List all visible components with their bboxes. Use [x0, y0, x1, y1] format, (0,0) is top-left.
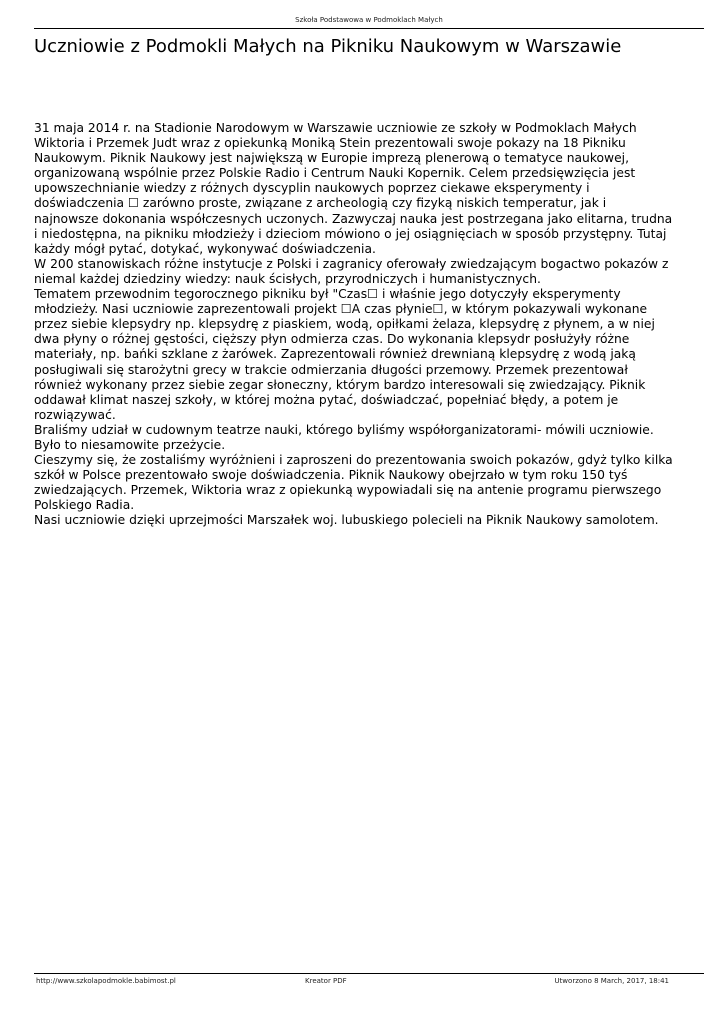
article-paragraph: Braliśmy udział w cudownym teatrze nauki, którego byliśmy współorganizatorami- mówili uczniowie. Było to niesamowite przeżycie.: [34, 422, 654, 452]
header-divider: [34, 28, 704, 29]
page-header: Szkoła Podstawowa w Podmoklach Małych: [295, 16, 443, 24]
page-title: Uczniowie z Podmokli Małych na Pikniku Naukowym w Warszawie: [34, 36, 622, 57]
footer-url: http://www.szkolapodmokle.babimost.pl: [36, 977, 176, 985]
footer-created-date: Utworzono 8 March, 2017, 18:41: [554, 977, 669, 985]
footer-generator: Kreator PDF: [305, 977, 347, 985]
article-paragraph: 31 maja 2014 r. na Stadionie Narodowym w Warszawie uczniowie ze szkoły w Podmoklach Małych Wiktoria i Przemek Judt wraz z opiekunką Moniką Stein prezentowali swoje pokazy na 18 Pikniku Naukowym. Piknik Naukowy jest największą w Europie imprezą plenerową o tematyce naukowej, organizowaną wspólnie przez Polskie Radio i Centrum Nauki Kopernik. Celem przedsięwzięcia jest upowszechnianie wiedzy z różnych dyscyplin naukowych poprzez ciekawe eksperymenty i doświadczenia ☐ zarówno proste, związane z archeologią czy fizyką niskich temperatur, jak i najnowsze dokonania współczesnych uczonych. Zazwyczaj nauka jest postrzegana jako elitarna, trudna i niedostępna, na pikniku młodzieży i dzieciom mówiono o jej osiągnięciach w sposób przystępny. Tutaj każdy mógł pytać, dotykać, wykonywać doświadczenia.: [34, 121, 673, 256]
article-paragraph: W 200 stanowiskach różne instytucje z Polski i zagranicy oferowały zwiedzającym bogactwo pokazów z niemal każdej dziedziny wiedzy: nauk ścisłych, przyrodniczych i humanistycznych.: [34, 256, 669, 286]
article-body: [34, 121, 674, 529]
footer-divider: [34, 973, 704, 974]
article-paragraph: Cieszymy się, że zostaliśmy wyróżnieni i zaproszeni do prezentowania swoich pokazów, gdyż tylko kilka szkół w Polsce prezentowało swoje doświadczenia. Piknik Naukowy obejrzało w tym roku 150 tyś zwiedzających. Przemek, Wiktoria wraz z opiekunką wypowiadali się na antenie programu pierwszego Polskiego Radia.: [34, 453, 673, 513]
article-paragraph: Nasi uczniowie dzięki uprzejmości Marszałek woj. lubuskiego polecieli na Piknik Naukowy samolotem.: [34, 513, 659, 528]
article-paragraph: Tematem przewodnim tegorocznego pikniku był "Czas☐ i właśnie jego dotyczyły eksperymenty młodzieży. Nasi uczniowie zaprezentowali projekt ☐A czas płynie☐, w którym pokazywali wykonane przez siebie klepsydry np. klepsydrę z piaskiem, wodą, opiłkami żelaza, klepsydrę z płynem, a w niej dwa płyny o różnej gęstości, cięższy płyn odmierza czas. Do wykonania klepsydr posłużyły różne materiały, np. bańki szklane z żarówek. Zaprezentowali również drewnianą klepsydrę z wodą jaką posługiwali się starożytni grecy w trakcie odmierzania długości przemowy. Przemek prezentował również wykonany przez siebie zegar słoneczny, którym bardzo interesowali się zwiedzający. Piknik oddawał klimat naszej szkoły, w której można pytać, doświadczać, popełniać błędy, a potem je rozwiązywać.: [34, 287, 655, 422]
